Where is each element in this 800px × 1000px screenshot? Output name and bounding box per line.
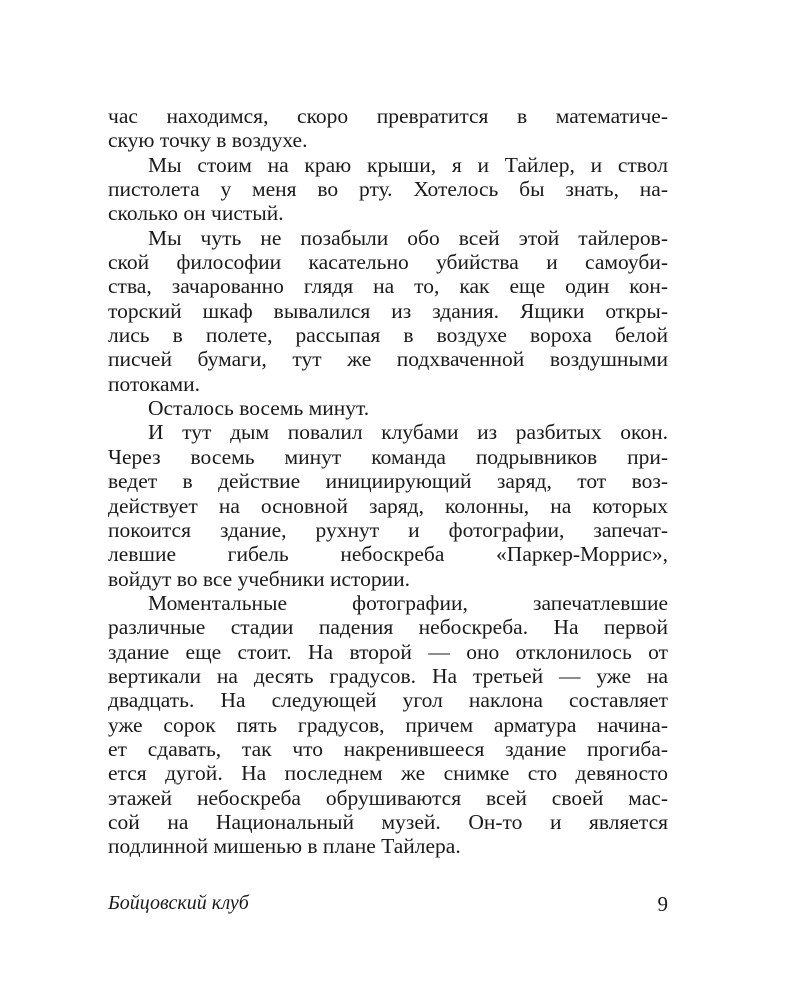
text-line: левшие гибель небоскреба «Паркер-Моррис», (108, 542, 668, 567)
text-line: Мы чуть не позабыли обо всей этой тайлеров- (148, 225, 668, 250)
text-line: И тут дым повалил клубами из разбитых окон. (148, 420, 668, 445)
text-line: лись в полете, рассыпая в воздухе вороха белой (108, 323, 668, 348)
text-line: действует на основной заряд, колонны, на которых (108, 493, 668, 518)
text-line: сой на Национальный музей. Он-то и является (108, 809, 668, 834)
text-line: различные стадии падения небоскреба. На первой (108, 615, 668, 640)
text-line: вертикали на десять градусов. На третьей — уже на (108, 663, 668, 688)
text-line: покоится здание, рухнут и фотографии, запечат- (108, 517, 668, 542)
text-line: войдут во все учебники истории. (108, 566, 411, 591)
text-line: писчей бумаги, тут же подхваченной воздушными (108, 347, 668, 372)
page-footer (108, 892, 668, 918)
text-line: пистолета у меня во рту. Хотелось бы знать, на- (108, 177, 668, 202)
text-line: скую точку в воздухе. (108, 128, 308, 153)
text-line: ется дугой. На последнем же снимке сто девяносто (108, 761, 668, 786)
text-line: ведет в действие инициирующий заряд, тот воз- (108, 469, 668, 494)
text-line: подлинной мишенью в плане Тайлера. (108, 834, 461, 859)
page-number: 9 (657, 892, 668, 916)
text-line: час находимся, скоро превратится в математиче- (108, 104, 668, 128)
text-line: Мы стоим на краю крыши, я и Тайлер, и ствол (148, 152, 668, 177)
text-line: двадцать. На следующей угол наклона составляет (108, 688, 668, 713)
text-line: торский шкаф вывалился из здания. Ящики откры- (108, 298, 668, 323)
text-line: Осталось восемь минут. (148, 396, 370, 421)
text-line: ства, зачарованно глядя на то, как еще один кон- (108, 274, 668, 299)
text-line: уже сорок пять градусов, причем арматура начина- (108, 712, 668, 737)
body-text (108, 104, 668, 859)
text-line: ской философии касательно убийства и самоуби- (108, 250, 668, 275)
text-line: этажей небоскреба обрушиваются всей своей мас- (108, 785, 668, 810)
text-line: Через восемь минут команда подрывников при- (108, 444, 668, 469)
running-title: Бойцовский клуб (108, 892, 249, 914)
text-line: сколько он чистый. (108, 201, 284, 226)
text-line: потоками. (108, 371, 200, 396)
text-line: здание еще стоит. На второй — оно отклонилось от (108, 639, 668, 664)
text-line: ет сдавать, так что накренившееся здание прогиба- (108, 736, 668, 761)
text-line: Моментальные фотографии, запечатлевшие (148, 590, 668, 615)
